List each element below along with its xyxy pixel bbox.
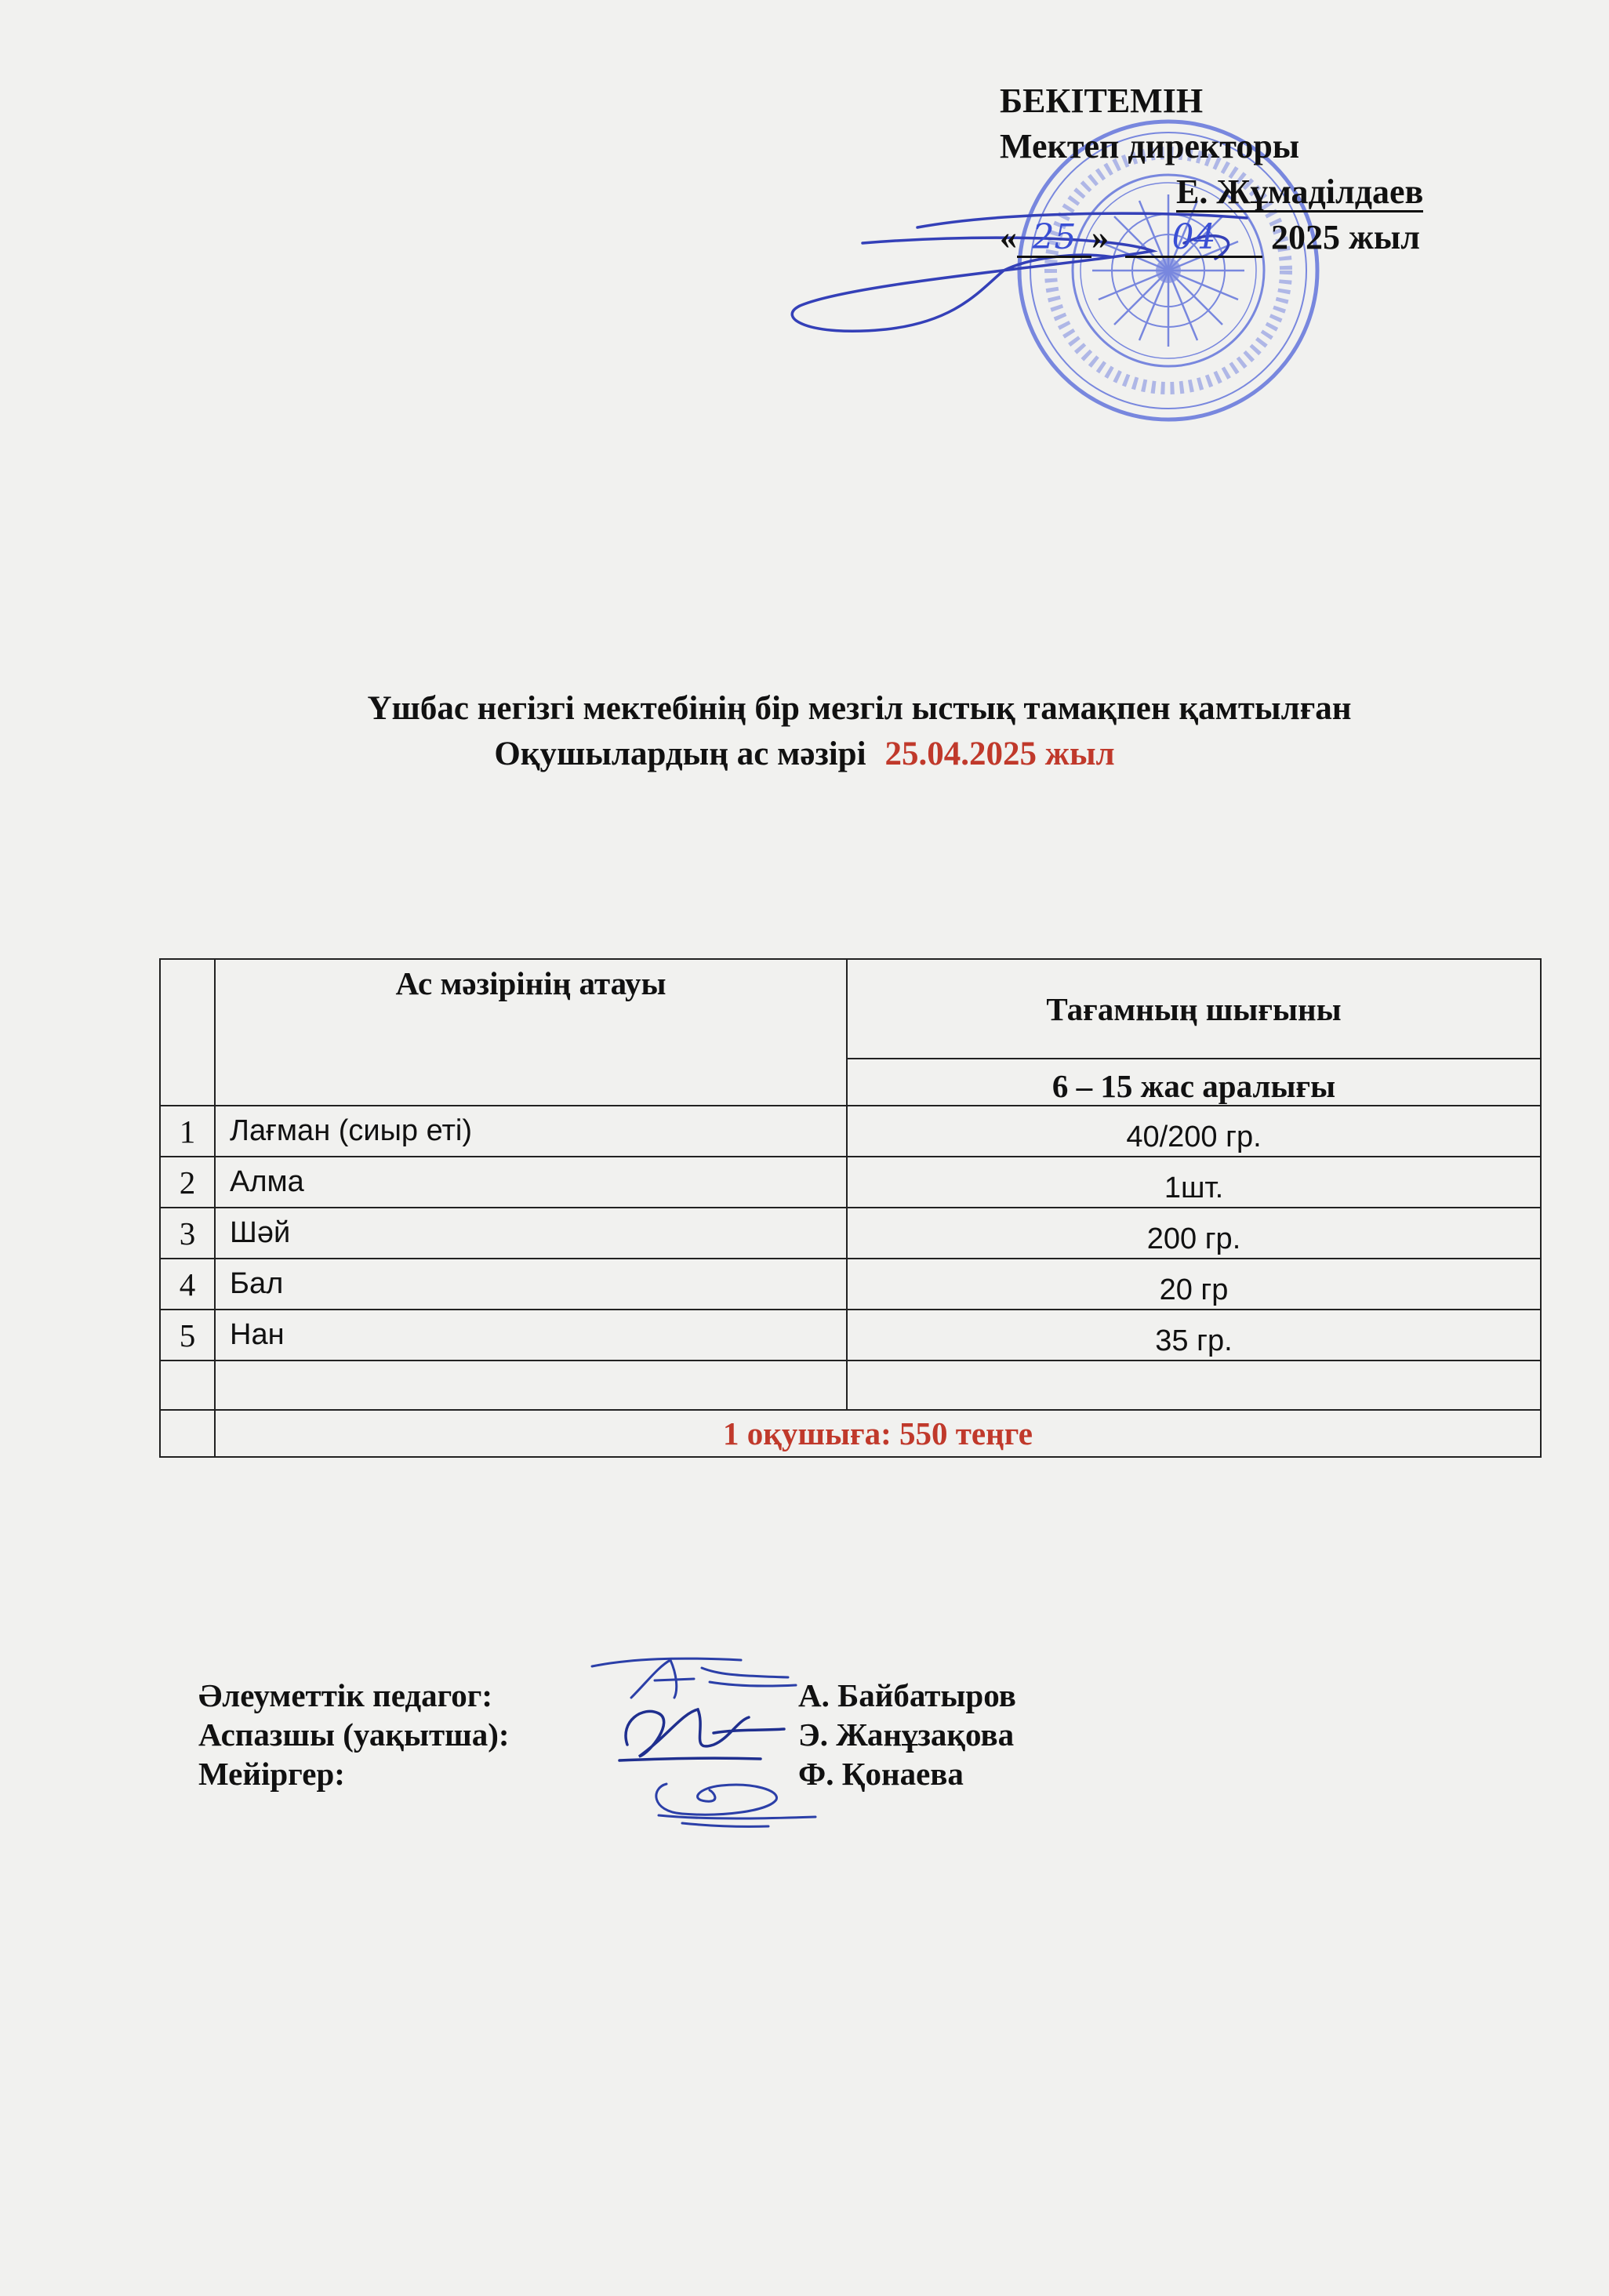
- staff-role: Әлеуметтік педагог:: [198, 1677, 492, 1713]
- approval-block: [1000, 78, 1423, 260]
- table-row: [160, 1157, 1541, 1208]
- row-quantity: 200 гр.: [847, 1208, 1541, 1259]
- heading-line-1: Үшбас негізгі мектебінің бір мезгіл ыстық тамақпен қамтылған: [367, 690, 1352, 727]
- staff-name: А. Байбатыров: [798, 1677, 1016, 1713]
- row-dish: Шәй: [215, 1208, 847, 1259]
- document-heading: [0, 686, 1609, 777]
- menu-table: [159, 958, 1542, 1458]
- date-close-quote: »: [1091, 218, 1109, 256]
- staff-role: Мейіргер:: [198, 1756, 345, 1792]
- cook-signature: [604, 1698, 792, 1768]
- heading-date: 25.04.2025 жыл: [884, 736, 1115, 772]
- row-number: 1: [160, 1106, 215, 1157]
- table-row: [160, 1106, 1541, 1157]
- date-month: 04: [1125, 220, 1262, 258]
- row-quantity: 1шт.: [847, 1157, 1541, 1208]
- header-age-range: 6 – 15 жас аралығы: [847, 1059, 1541, 1106]
- row-number: 4: [160, 1259, 215, 1310]
- staff-name: Ф. Қонаева: [798, 1756, 964, 1792]
- approval-position: Мектеп директоры: [1000, 127, 1300, 165]
- total-cost: 1 оқушыға: 550 теңге: [215, 1410, 1541, 1457]
- row-quantity: 20 гр: [847, 1259, 1541, 1310]
- approval-title: БЕКІТЕМІН: [1000, 82, 1204, 120]
- header-menu-name: Ас мәзірінің атауы: [215, 959, 847, 1106]
- date-year: 2025 жыл: [1271, 218, 1420, 256]
- row-quantity: 40/200 гр.: [847, 1106, 1541, 1157]
- table-row: [160, 1208, 1541, 1259]
- total-number-cell: [160, 1410, 215, 1457]
- row-dish: Алма: [215, 1157, 847, 1208]
- header-consumption: Тағамның шығыны: [847, 959, 1541, 1059]
- heading-line-2: Оқушылардың ас мәзірі: [494, 736, 866, 772]
- table-row: [160, 1259, 1541, 1310]
- nurse-signature: [635, 1768, 823, 1831]
- date-day: 25: [1017, 220, 1091, 258]
- row-number: 3: [160, 1208, 215, 1259]
- staff-name: Э. Жанұзақова: [798, 1717, 1015, 1753]
- table-row: [160, 1310, 1541, 1361]
- staff-role: Аспазшы (уақытша):: [198, 1717, 510, 1753]
- row-quantity: 35 гр.: [847, 1310, 1541, 1361]
- header-number-cell: [160, 959, 215, 1106]
- row-dish: Лағман (сиыр еті): [215, 1106, 847, 1157]
- row-dish: Нан: [215, 1310, 847, 1361]
- row-number: 5: [160, 1310, 215, 1361]
- table-row-empty: [160, 1361, 1541, 1410]
- date-open-quote: «: [1000, 218, 1017, 256]
- director-name: Е. Жұмаділдаев: [1176, 173, 1424, 211]
- row-number: 2: [160, 1157, 215, 1208]
- approval-date: [1000, 215, 1423, 260]
- row-dish: Бал: [215, 1259, 847, 1310]
